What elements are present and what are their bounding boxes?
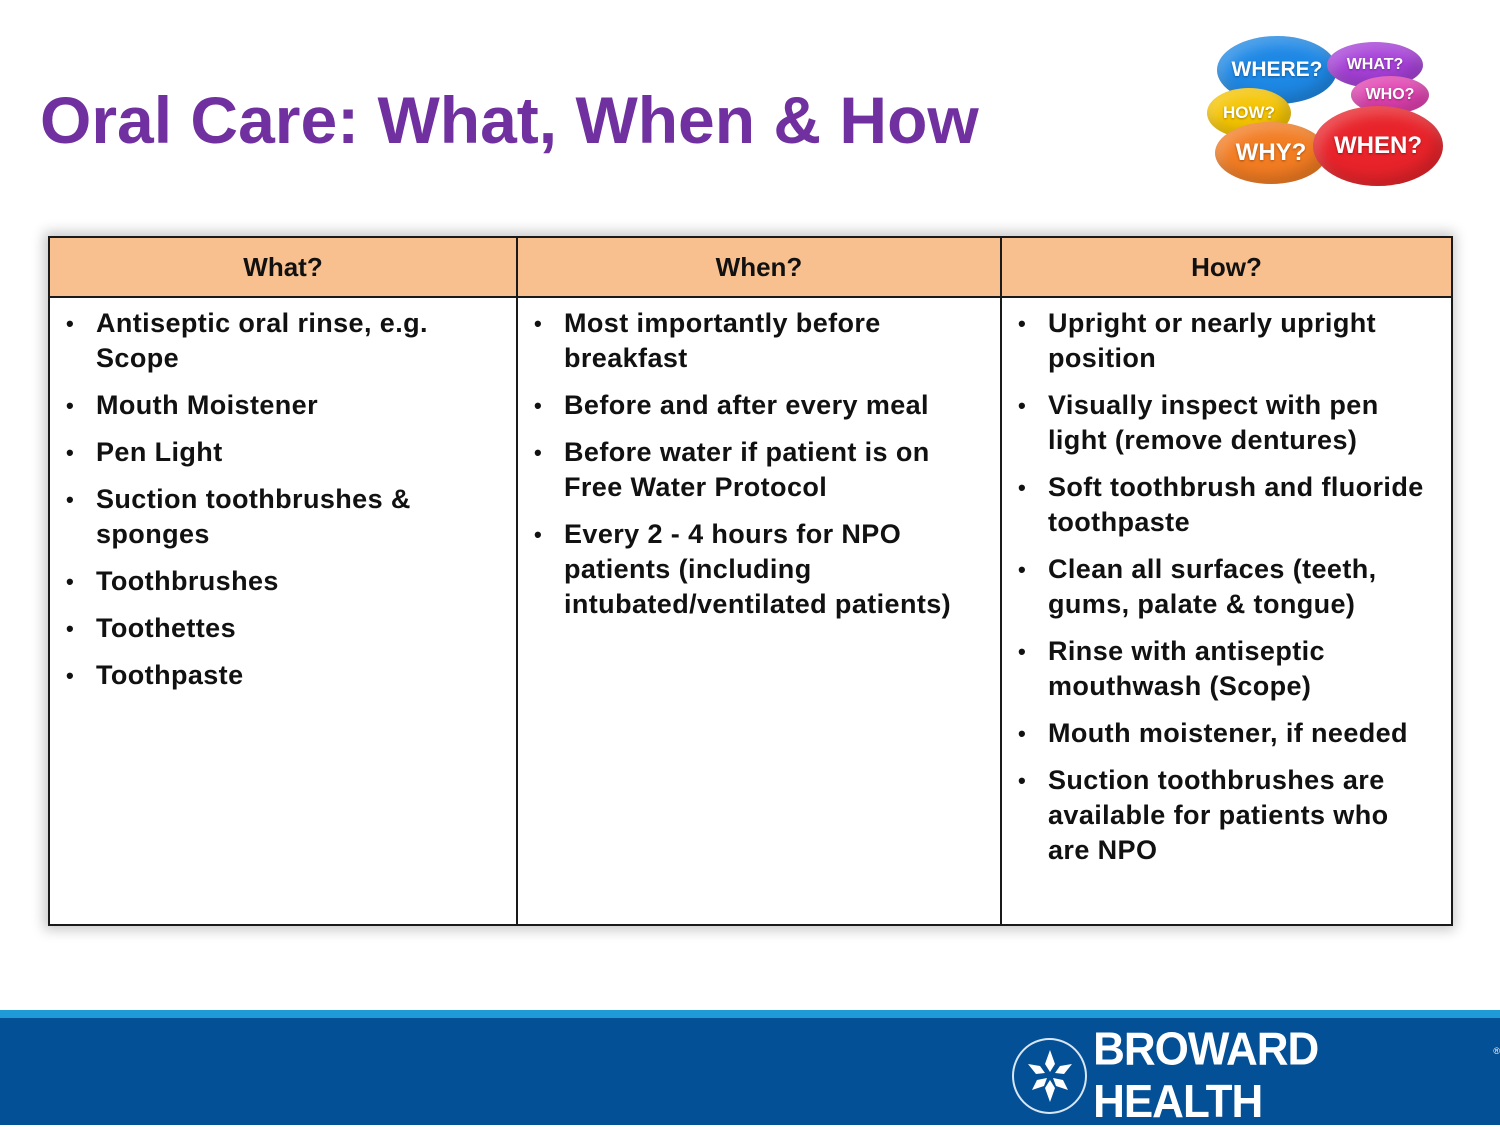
list-item: • Toothbrushes <box>64 564 498 599</box>
how-list <box>1016 306 1433 868</box>
list-item: • Toothpaste <box>64 658 498 693</box>
column-header-how: How? <box>1001 237 1452 297</box>
bullet-icon: • <box>534 393 543 418</box>
oral-care-table <box>48 236 1451 926</box>
list-item: • Mouth moistener, if needed <box>1016 716 1433 751</box>
list-item: • Before and after every meal <box>532 388 982 423</box>
bullet-icon: • <box>1018 475 1027 500</box>
list-item: • Pen Light <box>64 435 498 470</box>
bubble-why: WHY? <box>1215 122 1327 184</box>
list-item: • Antiseptic oral rinse, e.g. Scope <box>66 308 428 373</box>
bullet-icon: • <box>66 440 75 465</box>
star-cluster-icon <box>1012 1038 1087 1114</box>
bullet-icon: • <box>1018 639 1027 664</box>
bubble-who: WHO? <box>1351 76 1429 114</box>
what-list <box>64 306 498 693</box>
bullet-icon: • <box>534 440 543 465</box>
bullet-icon: • <box>66 569 75 594</box>
bullet-icon: • <box>66 393 75 418</box>
list-item: • Rinse with antiseptic mouthwash (Scope) <box>1018 636 1325 701</box>
bullet-icon: • <box>1018 768 1027 793</box>
bubble-where: WHERE? <box>1217 36 1337 104</box>
list-item: • Toothettes <box>64 611 498 646</box>
bullet-icon: • <box>66 487 75 512</box>
bullet-icon: • <box>534 311 543 336</box>
bullet-icon: • <box>1018 393 1027 418</box>
footer-accent-stripe <box>0 1010 1500 1018</box>
registered-mark: ® <box>1493 1046 1500 1056</box>
list-item: • Clean all surfaces (teeth, gums, palate & tongue) <box>1018 554 1377 619</box>
column-header-what: What? <box>49 237 517 297</box>
bullet-icon: • <box>1018 557 1027 582</box>
list-item: • Suction toothbrushes & sponges <box>66 484 411 549</box>
how-column <box>1001 297 1452 925</box>
list-item: • Most importantly before breakfast <box>534 308 881 373</box>
bullet-icon: • <box>66 616 75 641</box>
bullet-icon: • <box>1018 721 1027 746</box>
broward-health-logo <box>1012 1023 1500 1128</box>
list-item: • Upright or nearly upright position <box>1018 308 1377 373</box>
list-item: • Soft toothbrush and fluoride toothpaste <box>1018 472 1424 537</box>
bubble-when: WHEN? <box>1313 106 1443 186</box>
list-item: • Before water if patient is on Free Water Protocol <box>534 437 930 502</box>
list-item: • Visually inspect with pen light (remove dentures) <box>1018 390 1379 455</box>
bubble-how: HOW? <box>1207 88 1291 138</box>
brand-name: BROWARD HEALTH <box>1093 1023 1319 1128</box>
question-bubbles-graphic <box>1205 32 1455 200</box>
bullet-icon: • <box>66 311 75 336</box>
list-item: • Mouth Moistener <box>64 388 498 423</box>
bullet-icon: • <box>66 663 75 688</box>
what-column <box>49 297 517 925</box>
list-item: • Every 2 - 4 hours for NPO patients (including intubated/ventilated patients) <box>534 519 952 619</box>
bullet-icon: • <box>1018 311 1027 336</box>
when-list <box>532 306 982 622</box>
bubble-what: WHAT? <box>1327 42 1423 88</box>
bullet-icon: • <box>534 522 543 547</box>
star-cluster-icon-svg <box>1020 1046 1080 1106</box>
column-header-when: When? <box>517 237 1001 297</box>
list-item: • Suction toothbrushes are available for patients who are NPO <box>1018 765 1389 865</box>
slide-title: Oral Care: What, When & How <box>40 83 979 157</box>
when-column <box>517 297 1001 925</box>
